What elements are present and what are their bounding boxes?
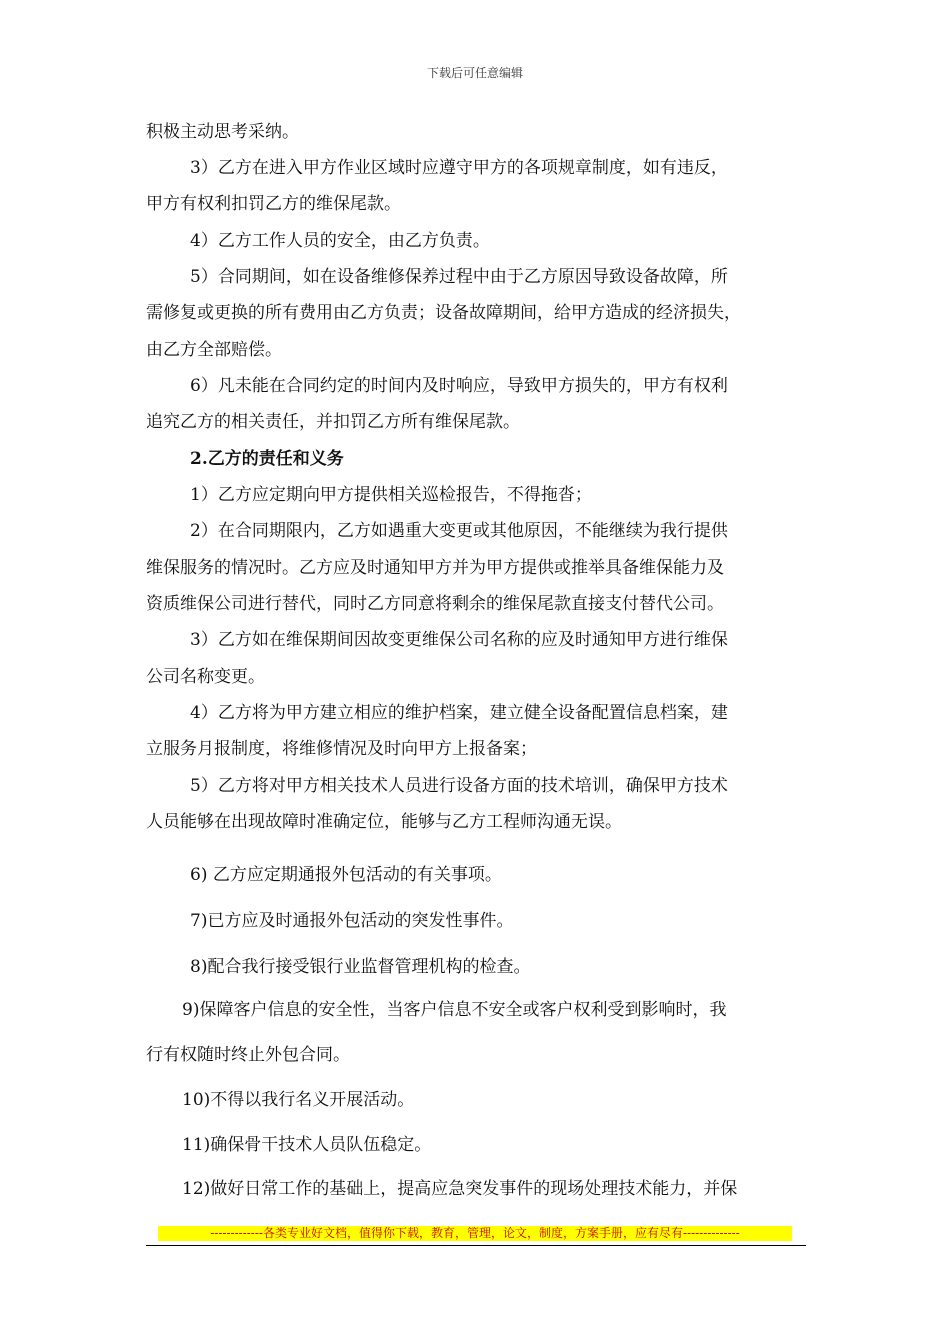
text-line: 追究乙方的相关责任，并扣罚乙方所有维保尾款。 <box>146 412 520 432</box>
text-line: 1）乙方应定期向甲方提供相关巡检报告，不得拖沓； <box>190 485 592 505</box>
text-line: 10)不得以我行名义开展活动。 <box>182 1090 415 1110</box>
text-line: 立服务月报制度，将维修情况及时向甲方上报备案； <box>146 739 537 759</box>
text-line: 甲方有权利扣罚乙方的维保尾款。 <box>146 194 401 214</box>
text-line: 由乙方全部赔偿。 <box>146 340 282 360</box>
text-line: 需修复或更换的所有费用由乙方负责；设备故障期间，给甲方造成的经济损失， <box>146 303 741 323</box>
text-line: 维保服务的情况时。乙方应及时通知甲方并为甲方提供或推举具备维保能力及 <box>146 558 724 578</box>
text-line: 4）乙方工作人员的安全，由乙方负责。 <box>190 231 490 251</box>
text-line: 12)做好日常工作的基础上，提高应急突发事件的现场处理技术能力，并保 <box>182 1179 738 1199</box>
text-line: 行有权随时终止外包合同。 <box>146 1045 350 1065</box>
section-heading: 2.乙方的责任和义务 <box>190 449 344 469</box>
footer-divider <box>146 1245 806 1246</box>
text-line: 7)已方应及时通报外包活动的突发性事件。 <box>190 911 514 931</box>
text-line: 6) 乙方应定期通报外包活动的有关事项。 <box>190 865 502 885</box>
text-line: 8)配合我行接受银行业监督管理机构的检查。 <box>190 957 531 977</box>
text-line: 人员能够在出现故障时准确定位，能够与乙方工程师沟通无误。 <box>146 812 622 832</box>
text-line: 3）乙方在进入甲方作业区域时应遵守甲方的各项规章制度，如有违反， <box>190 158 728 178</box>
page-header: 下载后可任意编辑 <box>426 66 523 80</box>
text-line: 3）乙方如在维保期间因故变更维保公司名称的应及时通知甲方进行维保 <box>190 630 728 650</box>
text-line: 5）乙方将对甲方相关技术人员进行设备方面的技术培训，确保甲方技术 <box>190 776 728 796</box>
footer-banner: -------------各类专业好文档，值得你下载，教育，管理，论文，制度，方案手册，应有尽有-------------- <box>210 1226 740 1240</box>
text-line: 2）在合同期限内，乙方如遇重大变更或其他原因，不能继续为我行提供 <box>190 521 728 541</box>
text-line: 积极主动思考采纳。 <box>146 122 299 142</box>
text-line: 公司名称变更。 <box>146 667 265 687</box>
text-line: 资质维保公司进行替代，同时乙方同意将剩余的维保尾款直接支付替代公司。 <box>146 594 724 614</box>
text-line: 11)确保骨干技术人员队伍稳定。 <box>182 1135 432 1155</box>
text-line: 6）凡未能在合同约定的时间内及时响应，导致甲方损失的，甲方有权利 <box>190 376 728 396</box>
text-line: 5）合同期间，如在设备维修保养过程中由于乙方原因导致设备故障，所 <box>190 267 728 287</box>
text-line: 4）乙方将为甲方建立相应的维护档案，建立健全设备配置信息档案，建 <box>190 703 728 723</box>
text-line: 9)保障客户信息的安全性，当客户信息不安全或客户权利受到影响时，我 <box>182 1000 727 1020</box>
